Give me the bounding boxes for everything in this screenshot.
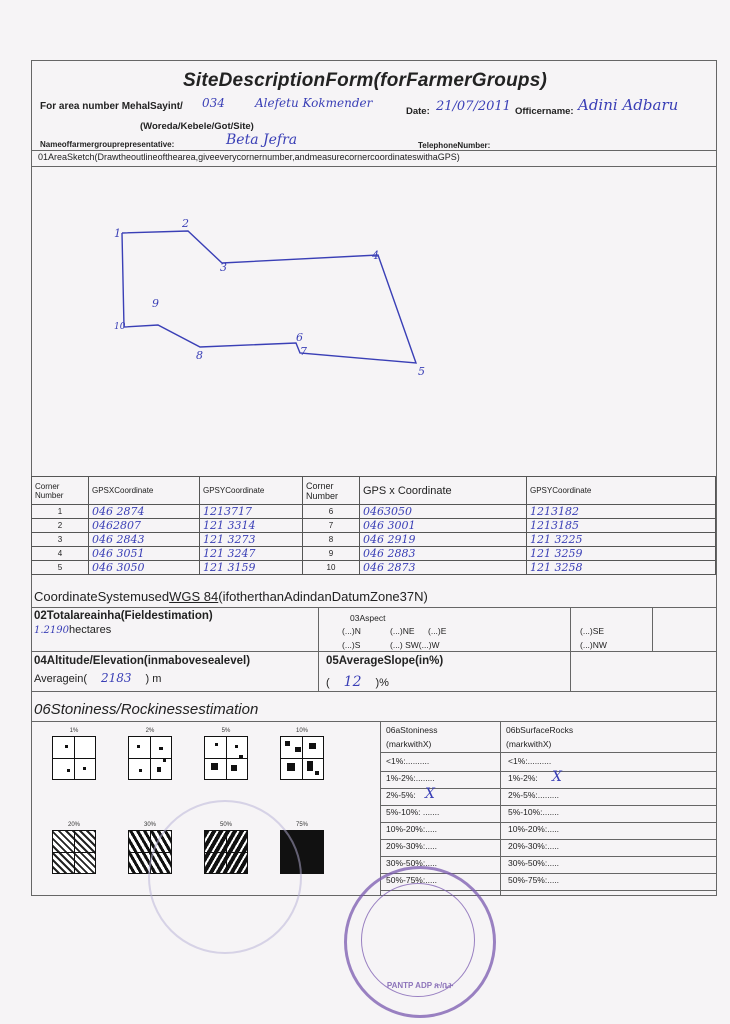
stoniness-col-b-sub: (markwithX) bbox=[506, 739, 552, 749]
gps-corner-number: 4 bbox=[32, 547, 89, 561]
area-name-value[interactable]: Alefetu Kokmender bbox=[255, 96, 373, 110]
stamp-text: PANTP ADP ጽ/ቤት bbox=[386, 981, 454, 990]
sketch-corner-10: 10 bbox=[114, 322, 126, 332]
gps-row bbox=[32, 547, 716, 561]
sketch-corner-6: 6 bbox=[296, 331, 303, 344]
gps-corner-number: 3 bbox=[32, 533, 89, 547]
gps-y-coordinate[interactable]: 121 3159 bbox=[200, 561, 303, 575]
total-area-unit: hectares bbox=[69, 624, 112, 636]
surface-rocks-option[interactable]: 10%-20%:..... bbox=[508, 824, 560, 834]
gps-x-coordinate[interactable]: 046 2883 bbox=[360, 547, 527, 561]
altitude-label: Averagein( bbox=[34, 673, 87, 685]
x-mark: X bbox=[552, 769, 562, 785]
gps-header-y-1: GPSYCoordinate bbox=[200, 477, 303, 505]
sketch-corner-8: 8 bbox=[196, 349, 203, 362]
gps-corner-number: 10 bbox=[303, 561, 360, 575]
officer-value[interactable]: Adini Adbaru bbox=[578, 96, 679, 114]
stoniness-col-a-title: 06aStoniness bbox=[386, 725, 438, 735]
stoniness-box-2: 2% bbox=[128, 736, 172, 780]
gps-table bbox=[31, 476, 716, 575]
aspect-e[interactable]: (...)E bbox=[428, 626, 447, 636]
gps-x-coordinate[interactable]: 0462807 bbox=[89, 519, 200, 533]
option-divider bbox=[380, 771, 716, 772]
gps-row bbox=[32, 533, 716, 547]
gps-y-coordinate[interactable]: 1213182 bbox=[527, 505, 716, 519]
gps-header-x-1: GPSXCoordinate bbox=[89, 477, 200, 505]
stoniness-col-b-title: 06bSurfaceRocks bbox=[506, 725, 574, 735]
stoniness-box-5: 5% bbox=[204, 736, 248, 780]
representative-value[interactable]: Beta Jefra bbox=[226, 132, 298, 148]
sketch-corner-3: 3 bbox=[220, 261, 227, 274]
gps-x-coordinate[interactable]: 046 2874 bbox=[89, 505, 200, 519]
gps-corner-number: 1 bbox=[32, 505, 89, 519]
gps-x-coordinate[interactable]: 046 3050 bbox=[89, 561, 200, 575]
stoniness-option[interactable]: 50%-75%:..... bbox=[386, 875, 438, 885]
stoniness-option[interactable]: 2%-5%: bbox=[386, 790, 416, 800]
gps-x-coordinate[interactable]: 046 2873 bbox=[360, 561, 527, 575]
gps-row bbox=[32, 505, 716, 519]
gps-x-coordinate[interactable]: 046 3051 bbox=[89, 547, 200, 561]
sketch-corner-5: 5 bbox=[418, 365, 425, 378]
stoniness-box-75: 75% bbox=[280, 830, 324, 874]
stoniness-box-30: 30% bbox=[128, 830, 172, 874]
stoniness-col-a-sub: (markwithX) bbox=[386, 739, 432, 749]
date-value[interactable]: 21/07/2011 bbox=[436, 99, 511, 114]
aspect-s[interactable]: (...)S bbox=[342, 640, 361, 650]
coordinate-system-line bbox=[34, 589, 428, 604]
surface-rocks-option[interactable]: 2%-5%:......... bbox=[508, 790, 560, 800]
date-label: Date: bbox=[406, 106, 430, 117]
aspect-se[interactable]: (...)SE bbox=[580, 626, 605, 636]
sketch-corner-4: 4 bbox=[372, 249, 379, 262]
area-sketch bbox=[100, 215, 440, 385]
coordinate-system-value[interactable]: WGS 84 bbox=[169, 589, 219, 604]
stoniness-option[interactable]: 5%-10%: ....... bbox=[386, 807, 440, 817]
stoniness-box-1: 1% bbox=[52, 736, 96, 780]
officer-label: Officername: bbox=[515, 106, 574, 117]
surface-rocks-option[interactable]: 5%-10%:....... bbox=[508, 807, 560, 817]
gps-header-corner-1: Corner Number bbox=[32, 477, 89, 505]
gps-y-coordinate[interactable]: 121 3225 bbox=[527, 533, 716, 547]
area-number-label: For area number MehalSayint/ bbox=[40, 101, 183, 112]
official-stamp bbox=[344, 866, 496, 1018]
gps-corner-number: 7 bbox=[303, 519, 360, 533]
gps-y-coordinate[interactable]: 121 3259 bbox=[527, 547, 716, 561]
sketch-heading: 01AreaSketch(Drawtheoutlineofthearea,giveeverycornernumber,andmeasurecornercoordinateswithaGPS) bbox=[38, 152, 460, 162]
gps-y-coordinate[interactable]: 1213185 bbox=[527, 519, 716, 533]
total-area-value[interactable]: 1.2190 bbox=[34, 625, 69, 636]
altitude-heading: 04Altitude/Elevation(inmabovesealevel) bbox=[34, 655, 251, 667]
telephone-label: TelephoneNumber: bbox=[418, 141, 491, 150]
gps-row bbox=[32, 561, 716, 575]
surface-rocks-option[interactable]: <1%:.......... bbox=[508, 756, 552, 766]
slope-line: ( 12 )% bbox=[326, 674, 389, 690]
gps-x-coordinate[interactable]: 046 3001 bbox=[360, 519, 527, 533]
stoniness-option[interactable]: <1%:.......... bbox=[386, 756, 430, 766]
gps-y-coordinate[interactable]: 121 3314 bbox=[200, 519, 303, 533]
gps-y-coordinate[interactable]: 121 3258 bbox=[527, 561, 716, 575]
sketch-corner-1: 1 bbox=[114, 227, 121, 240]
form-title: SiteDescriptionForm(forFarmerGroups) bbox=[182, 70, 548, 91]
slope-unit: )% bbox=[375, 677, 389, 689]
aspect-nw[interactable]: (...)NW bbox=[580, 640, 607, 650]
gps-corner-number: 9 bbox=[303, 547, 360, 561]
altitude-unit: ) m bbox=[145, 673, 162, 685]
total-area-line bbox=[34, 624, 111, 636]
sketch-corner-2: 2 bbox=[182, 217, 189, 230]
surface-rocks-option[interactable]: 1%-2%: bbox=[508, 773, 538, 783]
gps-header-x-2: GPS x Coordinate bbox=[360, 477, 527, 505]
gps-y-coordinate[interactable]: 1213717 bbox=[200, 505, 303, 519]
gps-x-coordinate[interactable]: 0463050 bbox=[360, 505, 527, 519]
gps-corner-number: 8 bbox=[303, 533, 360, 547]
stoniness-option[interactable]: 20%-30%:..... bbox=[386, 841, 438, 851]
stoniness-heading: 06Stoniness/Rockinessestimation bbox=[34, 701, 259, 718]
gps-header-corner-2: Corner Number bbox=[303, 477, 360, 505]
stoniness-option[interactable]: 10%-20%:..... bbox=[386, 824, 438, 834]
gps-y-coordinate[interactable]: 121 3247 bbox=[200, 547, 303, 561]
gps-corner-number: 5 bbox=[32, 561, 89, 575]
option-divider bbox=[380, 822, 716, 823]
surface-rocks-option[interactable]: 50%-75%:..... bbox=[508, 875, 560, 885]
sketch-corner-7: 7 bbox=[300, 345, 307, 358]
aspect-ne[interactable]: (...)NE bbox=[390, 626, 415, 636]
stoniness-box-10: 10% bbox=[280, 736, 324, 780]
gps-y-coordinate[interactable]: 121 3273 bbox=[200, 533, 303, 547]
gps-x-coordinate[interactable]: 046 2843 bbox=[89, 533, 200, 547]
total-area-heading: 02Totalareainha(Fieldestimation) bbox=[34, 610, 213, 622]
slope-heading: 05AverageSlope(in%) bbox=[326, 655, 444, 667]
stoniness-boxes-row-1 bbox=[52, 728, 356, 780]
coordinate-system-label: CoordinateSystemused bbox=[34, 589, 170, 604]
woreda-label: (Woreda/Kebele/Got/Site) bbox=[140, 121, 254, 132]
stoniness-box-50: 50% bbox=[204, 830, 248, 874]
gps-x-coordinate[interactable]: 046 2919 bbox=[360, 533, 527, 547]
option-divider bbox=[380, 839, 716, 840]
stoniness-option[interactable]: 30%-50%:..... bbox=[386, 858, 438, 868]
representative-label: Nameoffarmergrouprepresentative: bbox=[40, 140, 175, 149]
altitude-line bbox=[34, 671, 161, 685]
stoniness-box-20: 20% bbox=[52, 830, 96, 874]
sketch-corner-9: 9 bbox=[152, 297, 159, 310]
option-divider bbox=[380, 856, 716, 857]
area-number-value[interactable]: 034 bbox=[202, 96, 225, 110]
option-divider bbox=[380, 805, 716, 806]
coordinate-system-note: (ifotherthanAdindanDatumZone37N) bbox=[218, 589, 428, 604]
aspect-sw-w[interactable]: (...) SW(...)W bbox=[390, 640, 440, 650]
stoniness-option[interactable]: 1%-2%:........ bbox=[386, 773, 435, 783]
aspect-n[interactable]: (...)N bbox=[342, 626, 361, 636]
aspect-heading: 03Aspect bbox=[350, 613, 386, 623]
faded-stamp bbox=[148, 800, 302, 954]
gps-header-y-2: GPSYCoordinate bbox=[527, 477, 716, 505]
x-mark: X bbox=[425, 786, 435, 802]
slope-value[interactable]: 12 bbox=[343, 674, 362, 690]
gps-row bbox=[32, 519, 716, 533]
altitude-value[interactable]: 2183 bbox=[101, 671, 132, 685]
surface-rocks-option[interactable]: 30%-50%:..... bbox=[508, 858, 560, 868]
gps-corner-number: 6 bbox=[303, 505, 360, 519]
gps-corner-number: 2 bbox=[32, 519, 89, 533]
surface-rocks-option[interactable]: 20%-30%:..... bbox=[508, 841, 560, 851]
